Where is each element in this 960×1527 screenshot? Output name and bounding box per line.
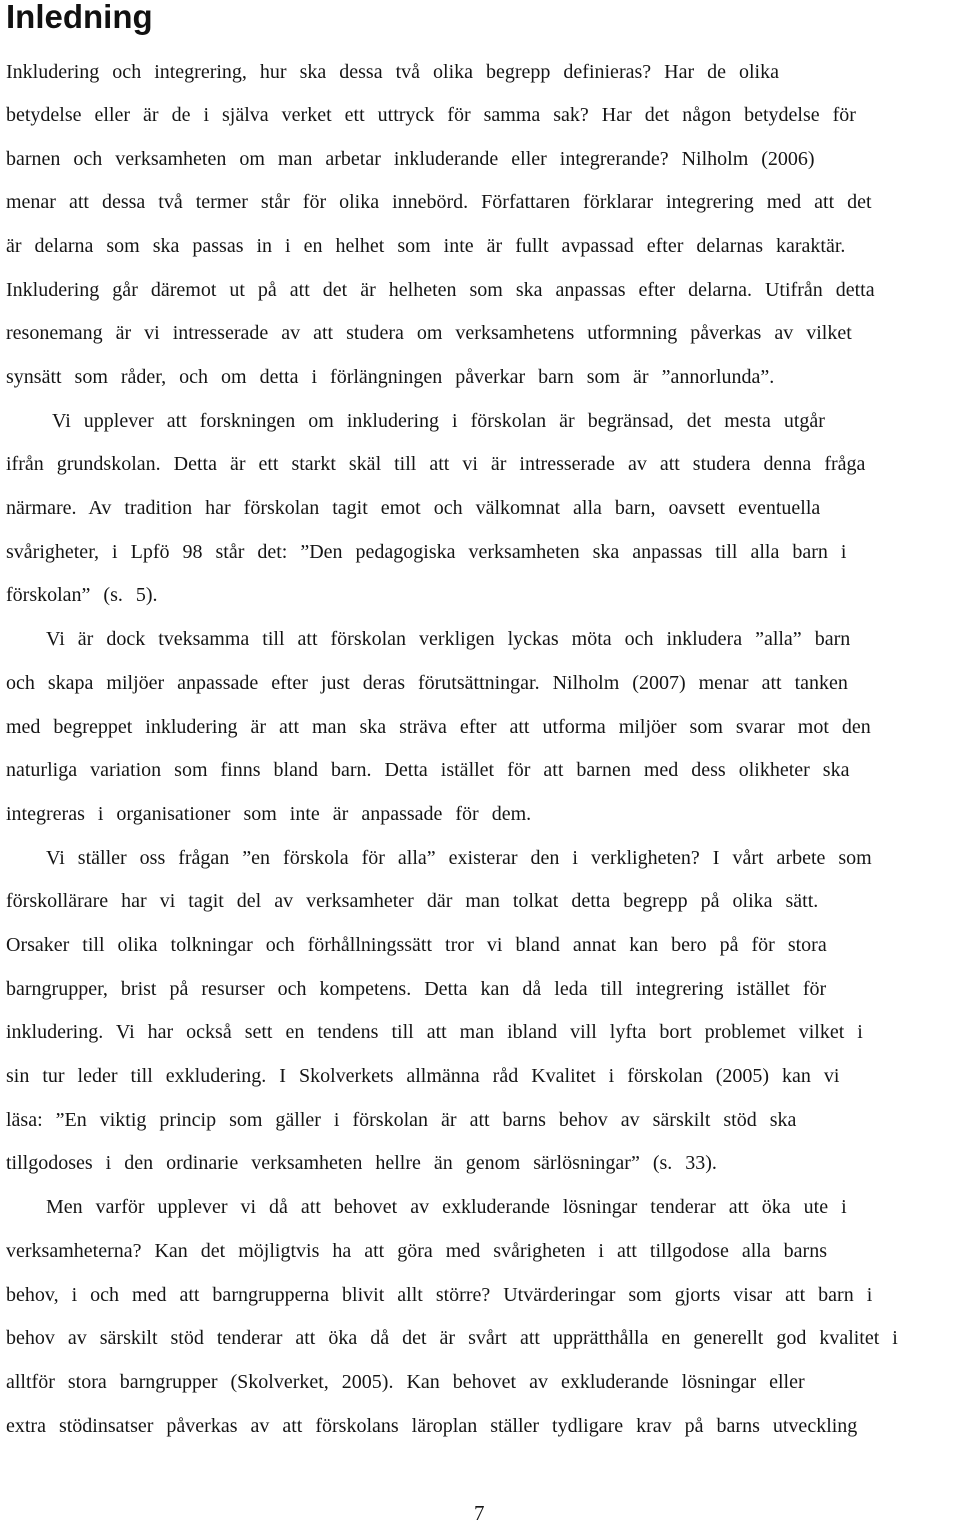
body-line-5: är delarna som ska passas in i en helhet som inte är fullt avpassad efter delarnas karaktär. [6,235,846,257]
body-line-28: verksamheterna? Kan det möjligtvis ha att göra med svårigheten i att tillgodose alla barns [6,1240,828,1262]
body-line-29: behov, i och med att barngrupperna blivit allt större? Utvärderingar som gjorts visar att barn i [6,1284,873,1306]
body-line-30: behov av särskilt stöd tenderar att öka då det är svårt att upprätthålla en generellt god kvalitet i [6,1327,898,1349]
body-line-32: extra stödinsatser påverkas av att förskolans läroplan ställer tydligare krav på barns utveckling [6,1415,858,1437]
body-line-24: sin tur leder till exkludering. I Skolverkets allmänna råd Kvalitet i förskolan (2005) kan vi [6,1065,840,1087]
section-heading: Inledning [6,0,153,35]
body-line-16: med begreppet inkludering är att man ska sträva efter att utforma miljöer som svarar mot den [6,716,871,738]
body-line-23: inkludering. Vi har också sett en tendens till att man ibland vill lyfta bort problemet vilket i [6,1021,863,1043]
body-line-20: förskollärare har vi tagit del av verksamheter där man tolkat detta begrepp på olika sätt. [6,890,819,912]
body-line-22: barngrupper, brist på resurser och kompetens. Detta kan då leda till integrering istället för [6,978,827,1000]
body-line-13: förskolan” (s. 5). [6,584,158,606]
body-line-7: resonemang är vi intresserade av att studera om verksamhetens utformning påverkas av vilket [6,322,852,344]
body-line-31: alltför stora barngrupper (Skolverket, 2005). Kan behovet av exkluderande lösningar eller [6,1371,805,1393]
body-line-17: naturliga variation som finns bland barn. Detta istället för att barnen med dess olikheter ska [6,759,850,781]
body-line-11: närmare. Av tradition har förskolan tagit emot och välkomnat alla barn, oavsett eventuella [6,497,821,519]
body-line-25: läsa: ”En viktig princip som gäller i förskolan är att barns behov av särskilt stöd ska [6,1109,797,1131]
body-line-21: Orsaker till olika tolkningar och förhållningssätt tror vi bland annat kan bero på för stora [6,934,827,956]
body-line-14: Vi är dock tveksamma till att förskolan verkligen lyckas möta och inkludera ”alla” barn [46,628,851,650]
body-line-18: integreras i organisationer som inte är anpassade för dem. [6,803,532,825]
body-line-26: tillgodoses i den ordinarie verksamheten hellre än genom särlösningar” (s. 33). [6,1152,717,1174]
body-line-27: Men varför upplever vi då att behovet av exkluderande lösningar tenderar att öka ute i [46,1196,847,1218]
body-line-12: svårigheter, i Lpfö 98 står det: ”Den pedagogiska verksamheten ska anpassas till alla barn i [6,541,847,563]
body-line-1: Inkludering och integrering, hur ska dessa två olika begrepp definieras? Har de olika [6,61,779,83]
body-line-3: barnen och verksamheten om man arbetar inkluderande eller integrerande? Nilholm (2006) [6,148,815,170]
body-line-8: synsätt som råder, och om detta i förlängningen påverkar barn som är ”annorlunda”. [6,366,775,388]
page-number: 7 [474,1501,485,1525]
body-line-15: och skapa miljöer anpassade efter just deras förutsättningar. Nilholm (2007) menar att tanken [6,672,848,694]
body-line-9: Vi upplever att forskningen om inkludering i förskolan är begränsad, det mesta utgår [52,410,825,432]
body-line-19: Vi ställer oss frågan ”en förskola för alla” existerar den i verkligheten? I vårt arbete som [46,847,872,869]
body-line-6: Inkludering går däremot ut på att det är helheten som ska anpassas efter delarna. Utifrån detta [6,279,875,301]
body-line-4: menar att dessa två termer står för olika innebörd. Författaren förklarar integrering med att det [6,191,872,213]
body-line-2: betydelse eller är de i själva verket ett uttryck för samma sak? Har det någon betydelse för [6,104,856,126]
body-line-10: ifrån grundskolan. Detta är ett starkt skäl till att vi är intresserade av att studera denna fråga [6,453,866,475]
